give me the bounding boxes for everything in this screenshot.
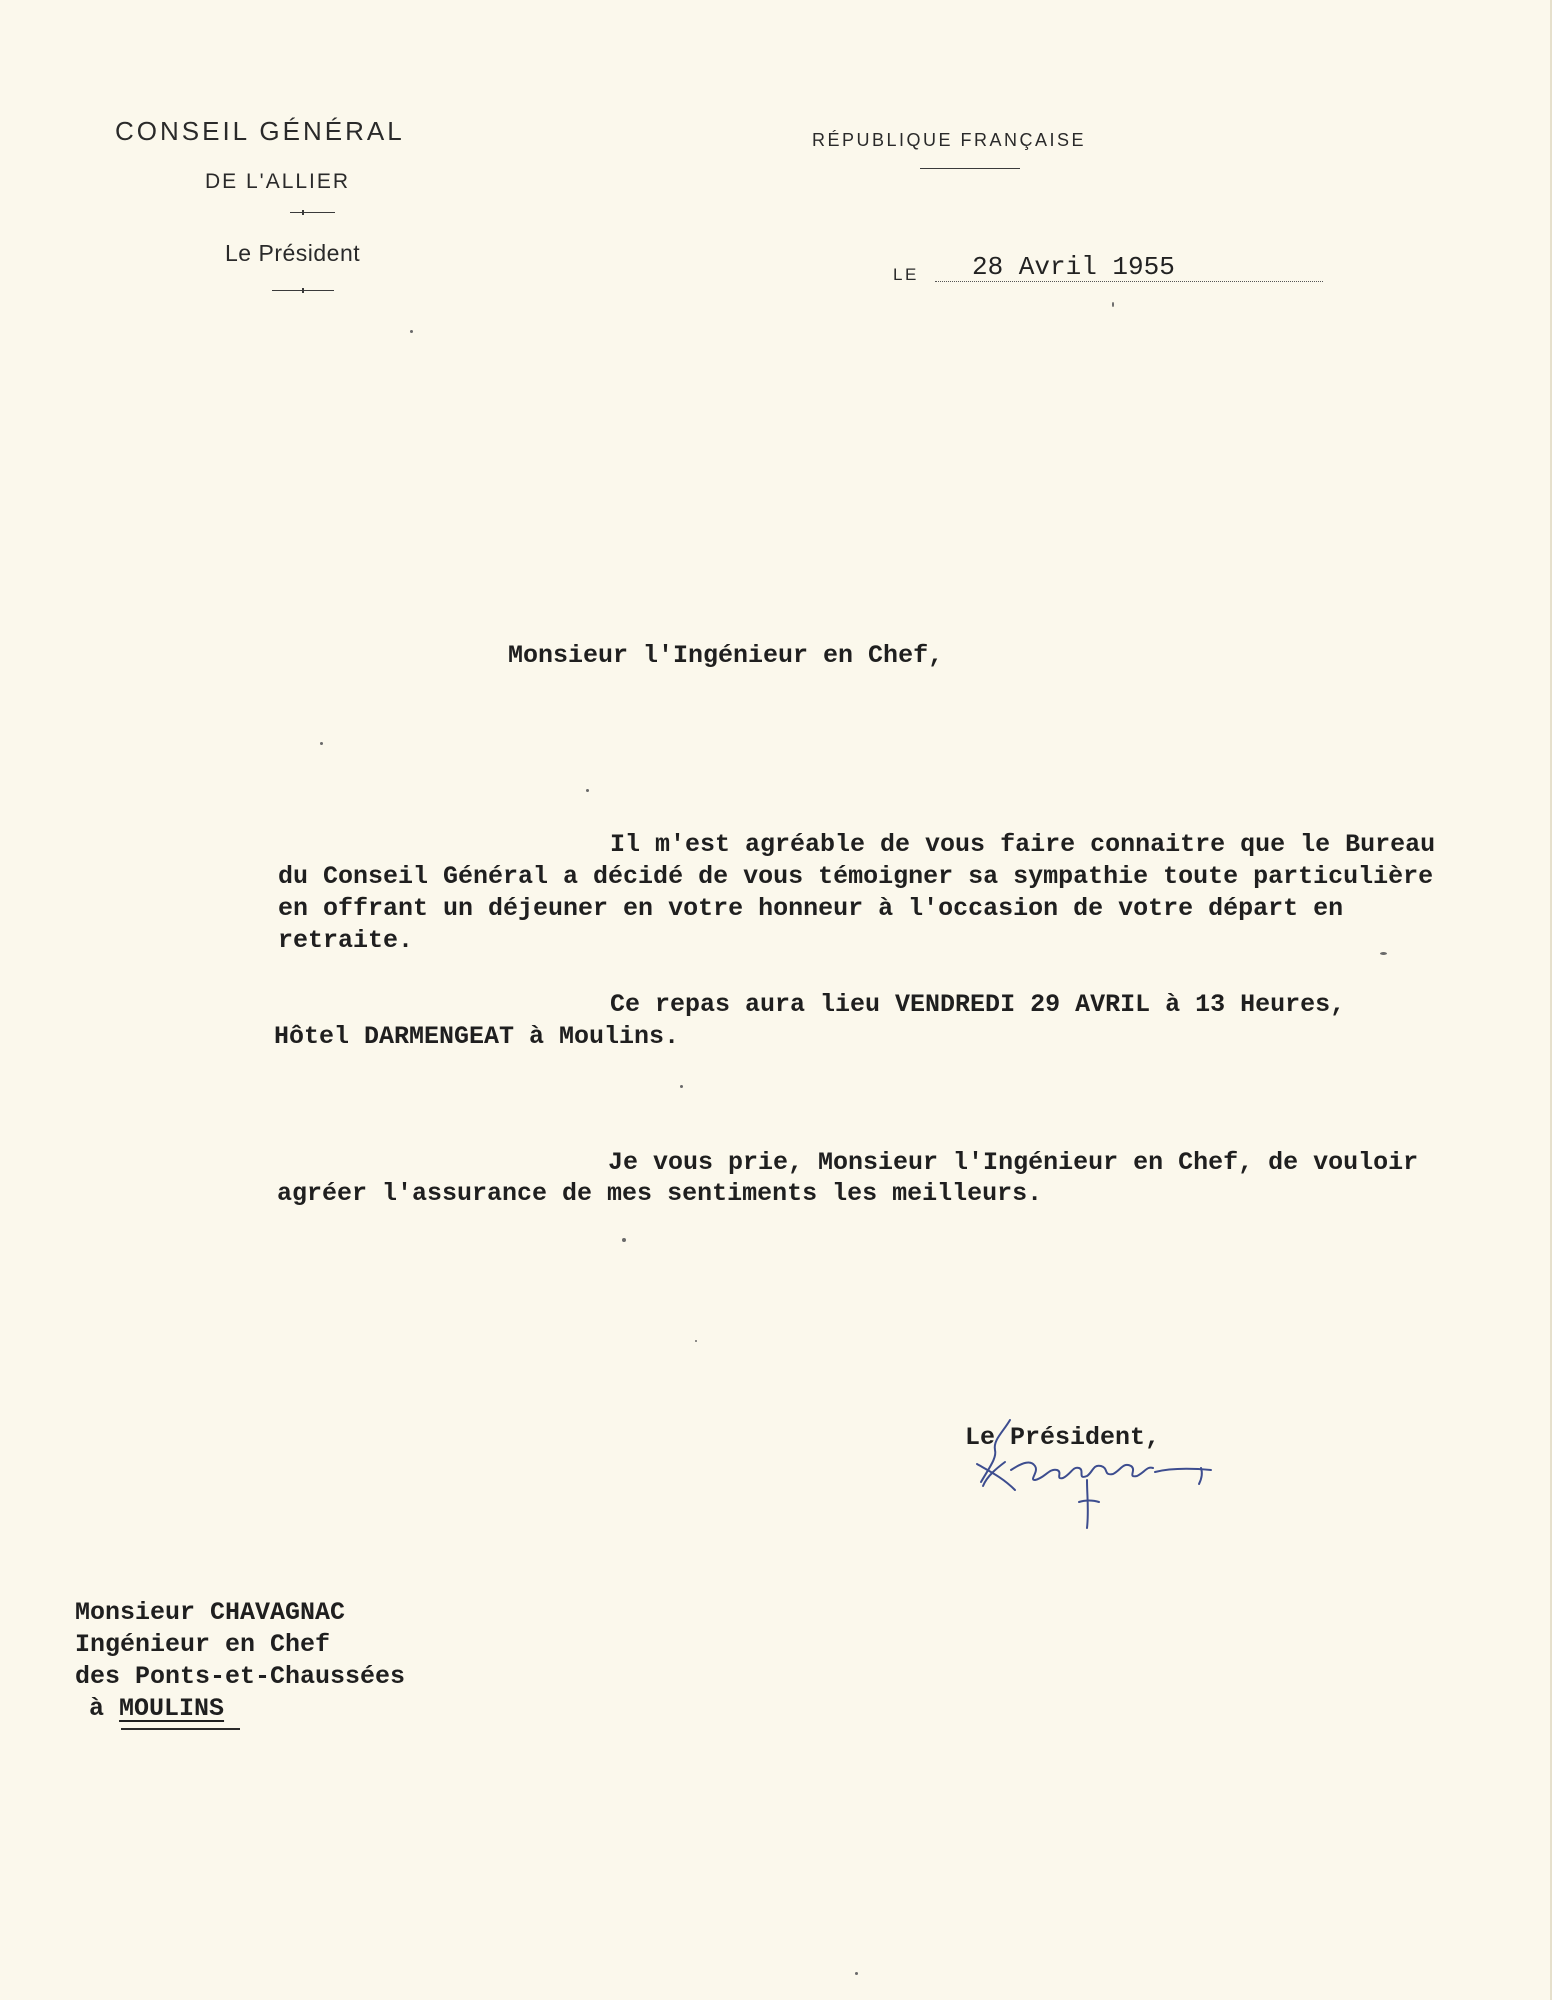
letterhead-divider-tick xyxy=(302,210,304,215)
paragraph-line: en offrant un déjeuner en votre honneur à l'occasion de votre départ en xyxy=(278,894,1344,923)
closing: Le Président, xyxy=(965,1423,1161,1452)
recipient-city: MOULINS xyxy=(119,1694,225,1723)
paper-speck xyxy=(622,1238,626,1242)
paragraph-line: Il m'est agréable de vous faire connaitre que le Bureau xyxy=(610,830,1436,859)
city-double-underline xyxy=(121,1728,240,1730)
paragraph-line: Ce repas aura lieu VENDREDI 29 AVRIL à 13 Heures, xyxy=(610,990,1346,1019)
letterhead-divider xyxy=(290,212,335,213)
paper-speck xyxy=(855,1972,858,1975)
paragraph-line: du Conseil Général a décidé de vous témoigner sa sympathie toute particulière xyxy=(278,862,1434,891)
letterhead-department: DE L'ALLIER xyxy=(205,170,351,193)
paper-speck xyxy=(695,1340,697,1342)
recipient-title: Ingénieur en Chef xyxy=(75,1630,331,1659)
recipient-service: des Ponts-et-Chaussées xyxy=(75,1662,406,1691)
letterhead-organization: CONSEIL GÉNÉRAL xyxy=(115,116,405,146)
date-value: 28 Avril 1955 xyxy=(972,252,1175,282)
paper-speck xyxy=(410,330,413,333)
handwritten-signature xyxy=(975,1410,1225,1550)
recipient-city-line xyxy=(89,1693,224,1725)
paragraph-line: Je vous prie, Monsieur l'Ingénieur en Chef, de vouloir xyxy=(608,1148,1419,1177)
paragraph-line: agréer l'assurance de mes sentiments les meilleurs. xyxy=(277,1179,1043,1208)
paper-speck xyxy=(586,789,589,792)
paper-speck xyxy=(1112,302,1114,307)
recipient-prefix: à xyxy=(89,1694,105,1723)
letterhead-divider xyxy=(920,168,1020,169)
recipient-name: Monsieur CHAVAGNAC xyxy=(75,1598,346,1627)
paper-speck xyxy=(680,1085,683,1088)
date-label: LE xyxy=(893,265,919,284)
letterhead-divider-tick xyxy=(302,288,304,293)
paragraph-line: Hôtel DARMENGEAT à Moulins. xyxy=(274,1022,680,1051)
letterhead-office: Le Président xyxy=(225,240,361,266)
paper-speck xyxy=(320,742,323,745)
paragraph-line: retraite. xyxy=(278,926,414,955)
salutation: Monsieur l'Ingénieur en Chef, xyxy=(508,641,944,670)
letterhead-country: RÉPUBLIQUE FRANÇAISE xyxy=(812,130,1087,150)
paper-speck xyxy=(1380,952,1387,955)
